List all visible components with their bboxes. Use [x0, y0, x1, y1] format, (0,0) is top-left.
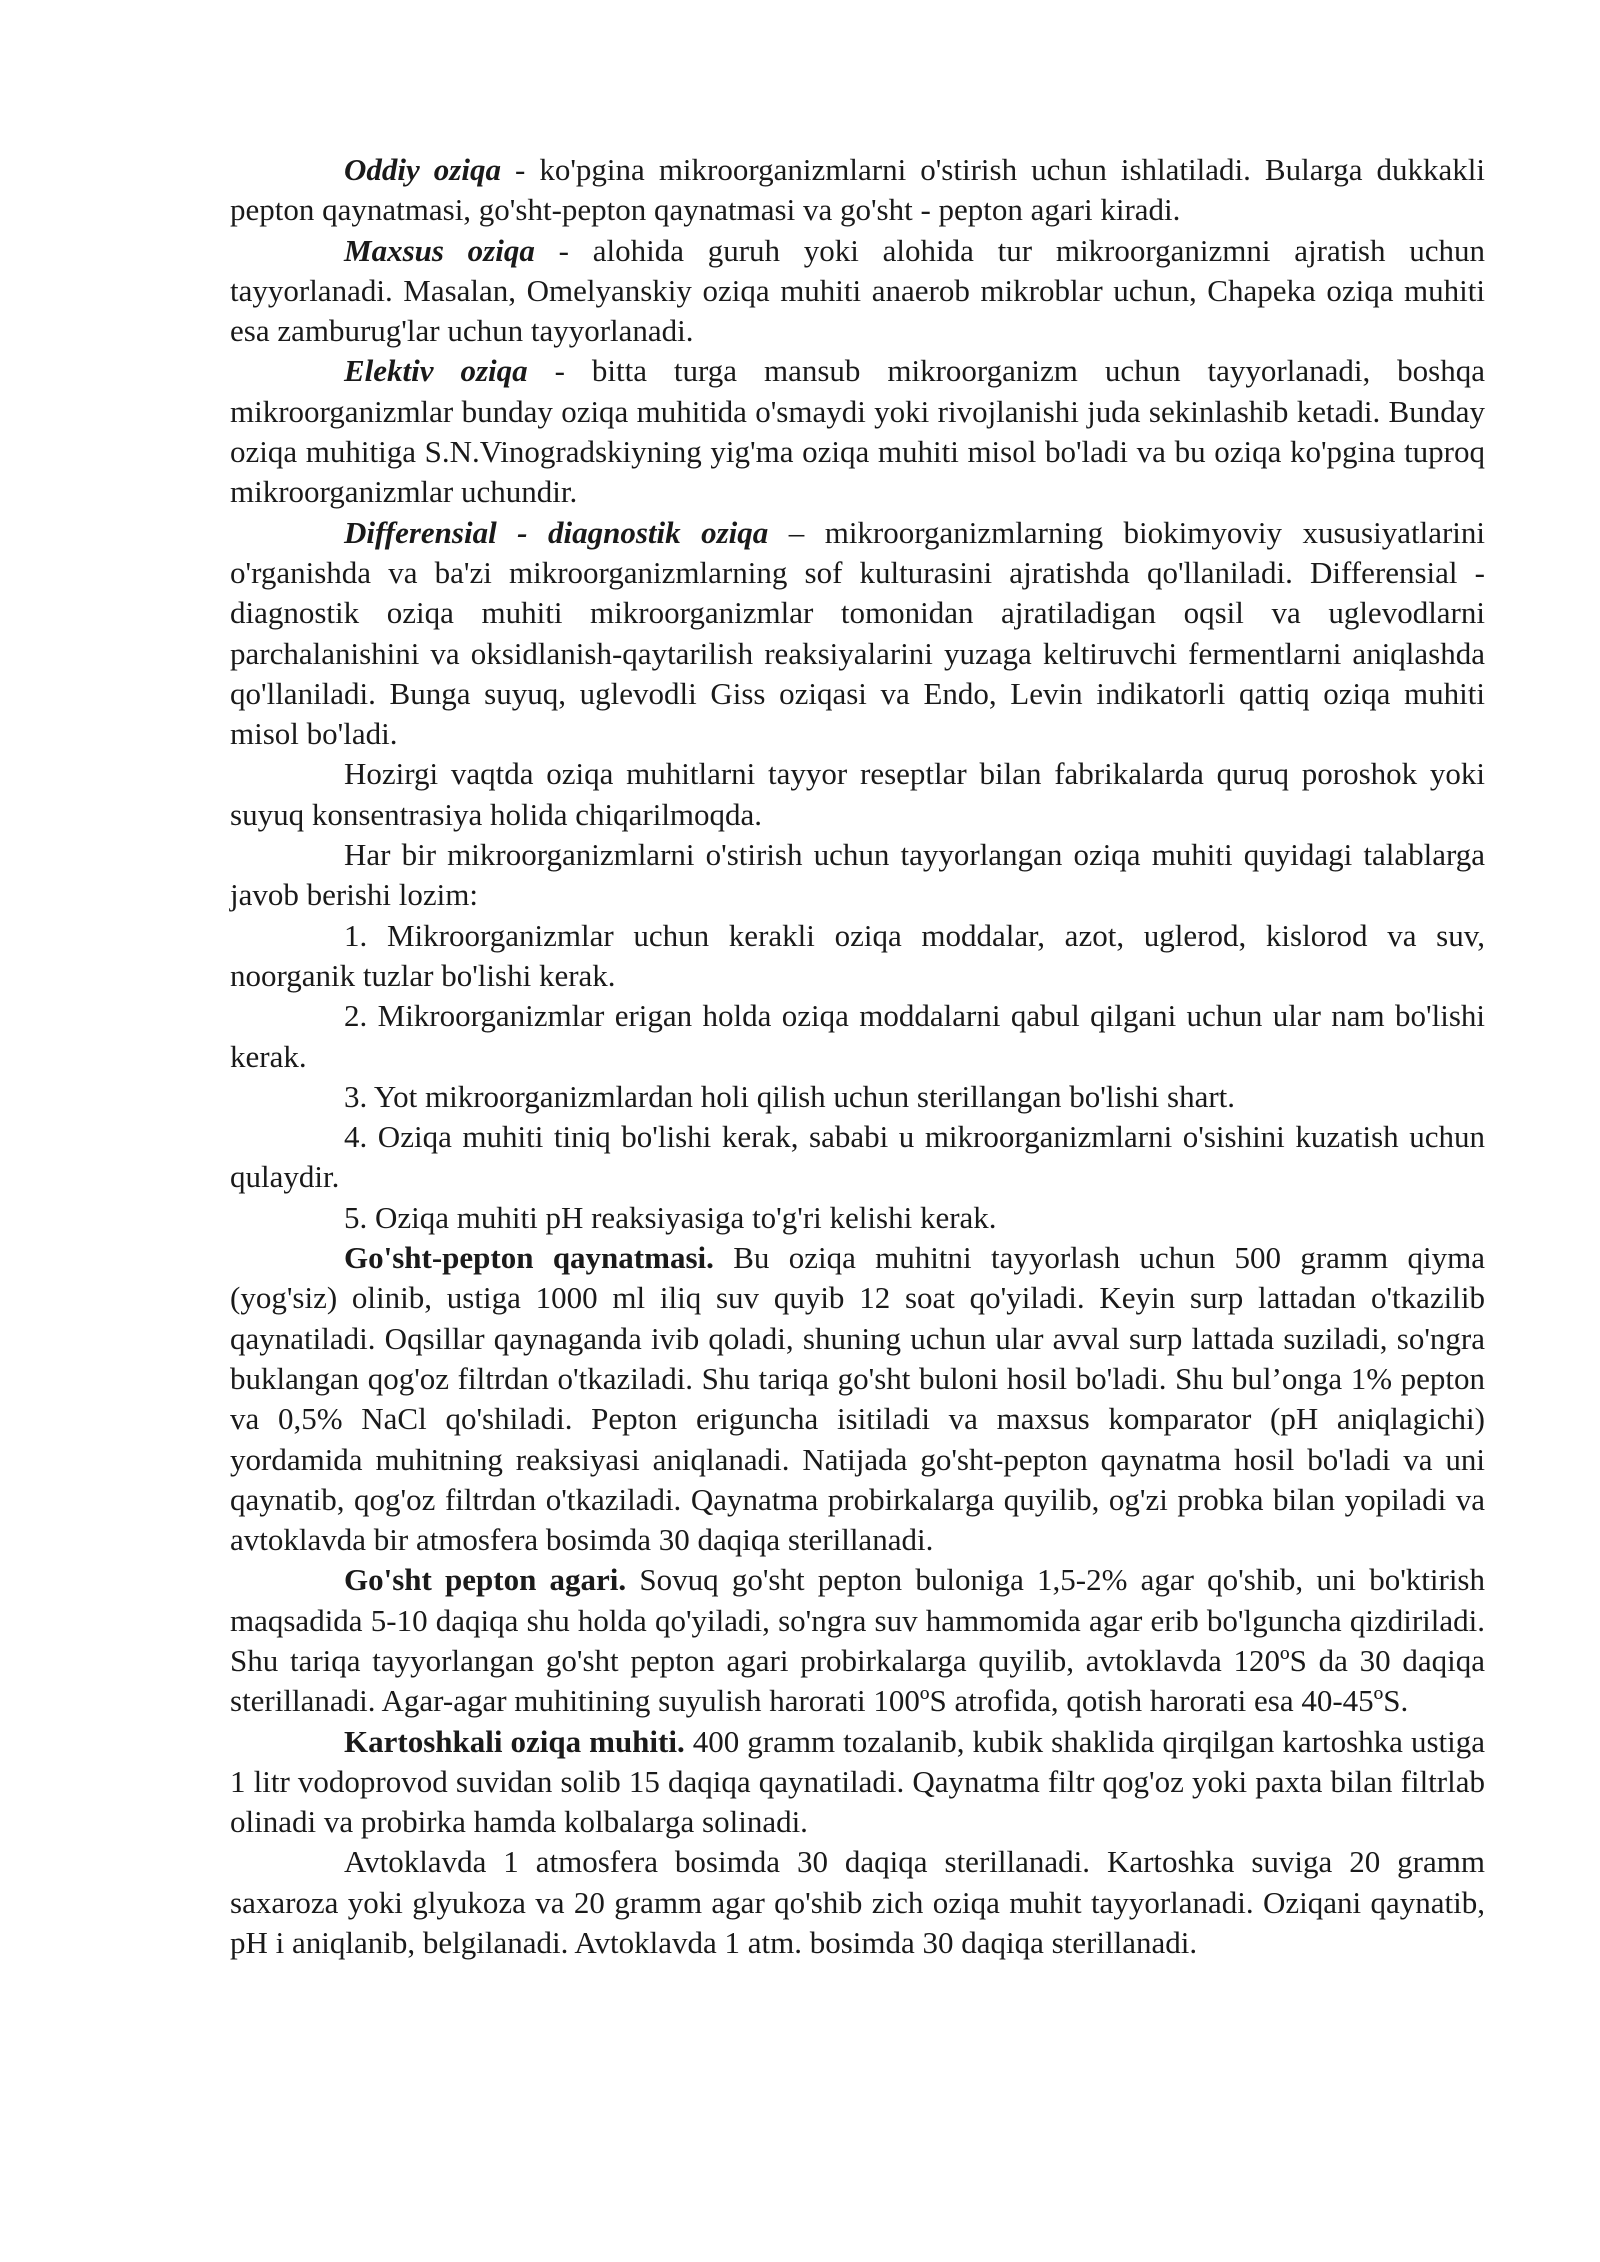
list-item-requirement-5 — [230, 1198, 1485, 1238]
list-item-requirement-3 — [230, 1077, 1485, 1117]
paragraph-gosht-pepton-agari — [230, 1560, 1485, 1721]
paragraph-text: - ko'pgina mikroorganizmlarni o'stirish uchun ishlatiladi. Bularga dukkakli pepton qaynatmasi, go'sht-pepton qaynatmasi va go'sht - pepton agari kiradi. — [230, 152, 1485, 228]
paragraph-text: Hozirgi vaqtda oziqa muhitlarni tayyor reseptlar bilan fabrikalarda quruq poroshok yoki suyuq konsentrasiya holida chiqarilmoqda. — [230, 756, 1485, 832]
paragraph-gosht-pepton-qaynatmasi — [230, 1238, 1485, 1560]
paragraph-elektiv-oziqa — [230, 351, 1485, 512]
paragraph-text: 3. Yot mikroorganizmlardan holi qilish uchun sterillangan bo'lishi shart. — [344, 1078, 1236, 1114]
paragraph-text: 2. Mikroorganizmlar erigan holda oziqa moddalarni qabul qilgani uchun ular nam bo'lishi kerak. — [230, 998, 1485, 1074]
paragraph-term: Kartoshkali oziqa muhiti. — [344, 1723, 685, 1759]
paragraph-text: Sovuq go'sht pepton buloniga 1,5-2% agar qo'shib, uni bo'ktirish maqsadida 5-10 daqiqa shu holda qo'yiladi, so'ngra suv hammomida agar erib bo'lguncha qizdiriladi. Shu tariqa tayyorlangan go'sht pepton agari probirkalarga quyilib, avtoklavda 120ºS da 30 daqiqa sterillanadi. Agar-agar muhitining suyulish harorati 100ºS atrofida, qotish harorati esa 40-45ºS. — [230, 1562, 1485, 1719]
paragraph-hozirgi-vaqtda — [230, 754, 1485, 835]
paragraph-differensial-oziqa — [230, 513, 1485, 755]
paragraph-text: - alohida guruh yoki alohida tur mikroorganizmni ajratish uchun tayyorlanadi. Masalan, Omelyanskiy oziqa muhiti anaerob mikroblar uchun, Chapeka oziqa muhiti esa zamburug'lar uchun tayyorlanadi. — [230, 232, 1486, 349]
paragraph-talablar-intro — [230, 835, 1485, 916]
paragraph-term: Maxsus oziqa — [344, 232, 535, 268]
paragraph-text: Bu oziqa muhitni tayyorlash uchun 500 gramm qiyma (yog'siz) olinib, ustiga 1000 ml iliq suv quyib 12 soat qo'yiladi. Keyin surp lattadan o'tkazilib qaynatiladi. Oqsillar qaynaganda ivib qoladi, shuning uchun ular avval surp lattada suziladi, so'ngra buklangan qog'oz filtrdan o'tkaziladi. Shu tariqa go'sht buloni hosil bo'ladi. Shu bul’onga 1% pepton va 0,5% NaCl qo'shiladi. Pepton eriguncha isitiladi va maxsus komparator (pH aniqlagichi) yordamida muhitning reaksiyasi aniqlanadi. Natijada go'sht-pepton qaynatma hosil bo'ladi va uni qaynatib, qog'oz filtrdan o'tkaziladi. Qaynatma probirkalarga quyilib, og'zi probka bilan yopiladi va avtoklavda bir atmosfera bosimda 30 daqiqa sterillanadi. — [230, 1240, 1485, 1558]
document-page — [230, 150, 1485, 1963]
list-item-requirement-4 — [230, 1117, 1485, 1198]
paragraph-text: Avtoklavda 1 atmosfera bosimda 30 daqiqa sterillanadi. Kartoshka suviga 20 gramm saxaroza yoki glyukoza va 20 gramm agar qo'shib zich oziqa muhit tayyorlanadi. Oziqani qaynatib, pH i aniqlanib, belgilanadi. Avtoklavda 1 atm. bosimda 30 daqiqa sterillanadi. — [230, 1844, 1485, 1961]
paragraph-kartoshkali-oziqa — [230, 1722, 1485, 1843]
paragraph-term: Go'sht-pepton qaynatmasi. — [344, 1240, 714, 1276]
paragraph-text: Har bir mikroorganizmlarni o'stirish uchun tayyorlangan oziqa muhiti quyidagi talablarga javob berishi lozim: — [230, 837, 1485, 913]
paragraph-text: 5. Oziqa muhiti pH reaksiyasiga to'g'ri kelishi kerak. — [344, 1199, 997, 1235]
paragraph-oddiy-oziqa — [230, 150, 1485, 231]
paragraph-text: - bitta turga mansub mikroorganizm uchun tayyorlanadi, boshqa mikroorganizmlar bunday oziqa muhitida o'smaydi yoki rivojlanishi juda sekinlashib ketadi. Bunday oziqa muhitiga S.N.Vinogradskiyning yig'ma oziqa muhiti misol bo'ladi va bu oziqa ko'pgina tuproq mikroorganizmlar uchundir. — [230, 353, 1485, 510]
paragraph-term: Differensial - diagnostik oziqa — [344, 514, 769, 550]
paragraph-text: 1. Mikroorganizmlar uchun kerakli oziqa moddalar, azot, uglerod, kislorod va suv, noorganik tuzlar bo'lishi kerak. — [230, 917, 1485, 993]
list-item-requirement-1 — [230, 916, 1485, 997]
paragraph-term: Oddiy oziqa — [344, 152, 501, 187]
paragraph-text: – mikroorganizmlarning biokimyoviy xususiyatlarini o'rganishda va ba'zi mikroorganizmlarning sof kulturasini ajratishda qo'llaniladi. Differensial - diagnostik oziqa muhiti mikroorganizmlar tomonidan ajratiladigan oqsil va uglevodlarni parchalanishini va oksidlanish-qaytarilish reaksiyalarini yuzaga keltiruvchi fermentlarni aniqlashda qo'llaniladi. Bunga suyuq, uglevodli Giss oziqasi va Endo, Levin indikatorli qattiq oziqa muhiti misol bo'ladi. — [230, 514, 1485, 752]
paragraph-term: Elektiv oziqa — [344, 353, 528, 389]
list-item-requirement-2 — [230, 996, 1485, 1077]
paragraph-text: 400 gramm tozalanib, kubik shaklida qirqilgan kartoshka ustiga 1 litr vodoprovod suvidan solib 15 daqiqa qaynatiladi. Qaynatma filtr qog'oz yoki paxta bilan filtrlab olinadi va probirka hamda kolbalarga solinadi. — [230, 1723, 1485, 1840]
paragraph-maxsus-oziqa — [230, 231, 1485, 352]
paragraph-avtoklavda — [230, 1842, 1485, 1963]
paragraph-text: 4. Oziqa muhiti tiniq bo'lishi kerak, sababi u mikroorganizmlarni o'sishini kuzatish uchun qulaydir. — [230, 1119, 1485, 1195]
paragraph-term: Go'sht pepton agari. — [344, 1562, 627, 1598]
